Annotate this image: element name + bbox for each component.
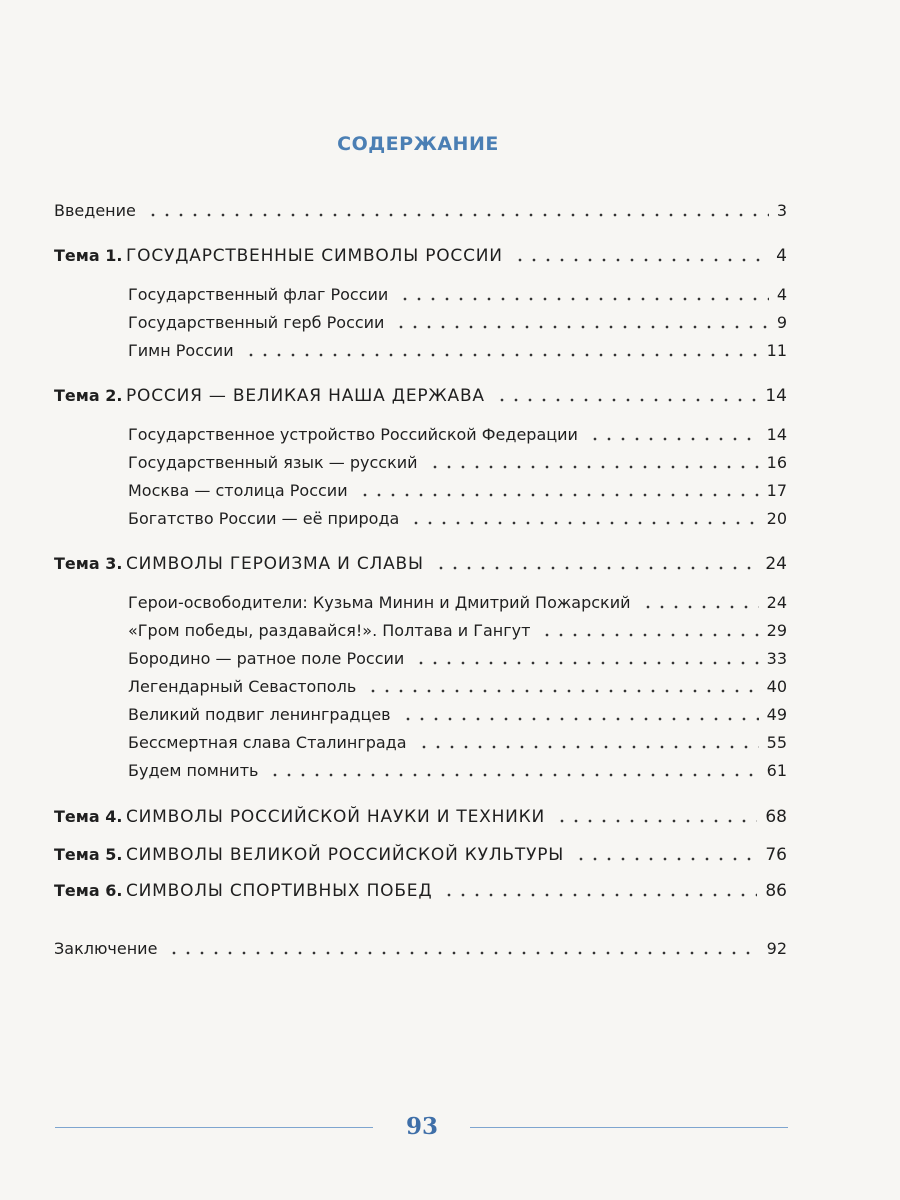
topic-title: ГОСУДАРСТВЕННЫЕ СИМВОЛЫ РОССИИ [126,246,503,266]
toc-item[interactable] [128,282,787,306]
toc-page-number: 24 [765,554,787,574]
toc-item[interactable] [128,702,787,726]
topic-title: РОССИЯ — ВЕЛИКАЯ НАША ДЕРЖАВА [126,386,485,406]
dot-leader [553,806,757,828]
toc-page-number: 4 [776,246,787,266]
toc-page-number: 16 [766,453,787,472]
toc-item[interactable] [128,506,787,530]
dot-leader [572,844,757,866]
toc-label: Бессмертная слава Сталинграда [128,733,407,752]
page-number: 93 [405,1113,438,1140]
topic-prefix: Тема 4. [54,807,123,826]
toc-topic-2[interactable] [54,383,787,407]
toc-label: «Гром победы, раздавайся!». Полтава и Гангут [128,621,531,640]
dot-leader [511,245,768,267]
topic-prefix: Тема 6. [54,881,123,900]
dot-leader [392,312,768,334]
dot-leader [415,732,759,754]
toc-topic-6[interactable] [54,878,787,902]
dot-leader [493,385,758,407]
topic-prefix: Тема 1. [54,246,123,265]
topic-prefix: Тема 5. [54,845,123,864]
toc-label: Бородино — ратное поле России [128,649,405,668]
dot-leader [412,648,758,670]
toc-label: Гимн России [128,341,234,360]
toc-item[interactable] [128,478,787,502]
toc-item[interactable] [128,338,787,362]
toc-label: Богатство России — её природа [128,509,400,528]
topic-title: СИМВОЛЫ ГЕРОИЗМА И СЛАВЫ [126,554,424,574]
toc-item[interactable] [128,422,787,446]
toc-topic-4[interactable] [54,804,787,828]
toc-topic-5[interactable] [54,842,787,866]
dot-leader [407,508,758,530]
dot-leader [538,620,758,642]
toc-page-number: 61 [766,761,787,780]
toc-page-number: 76 [765,845,787,865]
toc-label: Легендарный Севастополь [128,677,357,696]
dot-leader [396,284,769,306]
dot-leader [426,452,759,474]
toc-item[interactable] [128,310,787,334]
topic-title: СИМВОЛЫ РОССИЙСКОЙ НАУКИ И ТЕХНИКИ [126,807,546,827]
toc-label: Введение [54,201,136,220]
toc-page-number: 86 [765,881,787,901]
toc-item[interactable] [128,730,787,754]
dot-leader [432,553,758,575]
toc-topic-1[interactable] [54,243,787,267]
toc-item[interactable] [128,618,787,642]
dot-leader [399,704,759,726]
toc-item[interactable] [128,674,787,698]
dot-leader [144,200,769,222]
dot-leader [356,480,759,502]
toc-page-number: 17 [766,481,787,500]
toc-page-number: 20 [766,509,787,528]
toc-page-number: 92 [766,939,787,958]
toc-page-number: 33 [766,649,787,668]
topic-title: СИМВОЛЫ ВЕЛИКОЙ РОССИЙСКОЙ КУЛЬТУРЫ [126,845,565,865]
toc-page-number: 4 [776,285,787,304]
topic-title: СИМВОЛЫ СПОРТИВНЫХ ПОБЕД [126,881,433,901]
toc-label: Государственное устройство Российской Федерации [128,425,578,444]
toc-page-number: 49 [766,705,787,724]
dot-leader [266,760,758,782]
toc-page-number: 40 [766,677,787,696]
dot-leader [586,424,759,446]
toc-item[interactable] [128,646,787,670]
dot-leader [639,592,759,614]
page-title: СОДЕРЖАНИЕ [337,133,499,155]
toc-page-number: 55 [766,733,787,752]
toc-item[interactable] [128,758,787,782]
toc-page-number: 68 [765,807,787,827]
dot-leader [165,938,758,960]
toc-label: Москва — столица России [128,481,348,500]
toc-page-number: 3 [776,201,787,220]
toc-page-number: 11 [766,341,787,360]
toc-entry-conclusion[interactable] [54,936,787,960]
toc-topic-3[interactable] [54,551,787,575]
toc-label: Герои-освободители: Кузьма Минин и Дмитрий Пожарский [128,593,631,612]
toc-item[interactable] [128,450,787,474]
toc-label: Будем помнить [128,761,259,780]
footer-rule-left [55,1127,373,1128]
toc-page-number: 24 [766,593,787,612]
topic-prefix: Тема 3. [54,554,123,573]
toc-page-number: 14 [765,386,787,406]
topic-prefix: Тема 2. [54,386,123,405]
toc-page-number: 14 [766,425,787,444]
toc-label: Великий подвиг ленинградцев [128,705,391,724]
toc-item[interactable] [128,590,787,614]
footer-rule-right [470,1127,788,1128]
toc-label: Государственный флаг России [128,285,389,304]
dot-leader [440,880,757,902]
toc-entry-intro[interactable] [54,198,787,222]
toc-page-number: 9 [776,313,787,332]
toc-label: Государственный герб России [128,313,385,332]
dot-leader [242,340,759,362]
toc-label: Государственный язык — русский [128,453,418,472]
toc-page-number: 29 [766,621,787,640]
dot-leader [364,676,758,698]
toc-label: Заключение [54,939,158,958]
